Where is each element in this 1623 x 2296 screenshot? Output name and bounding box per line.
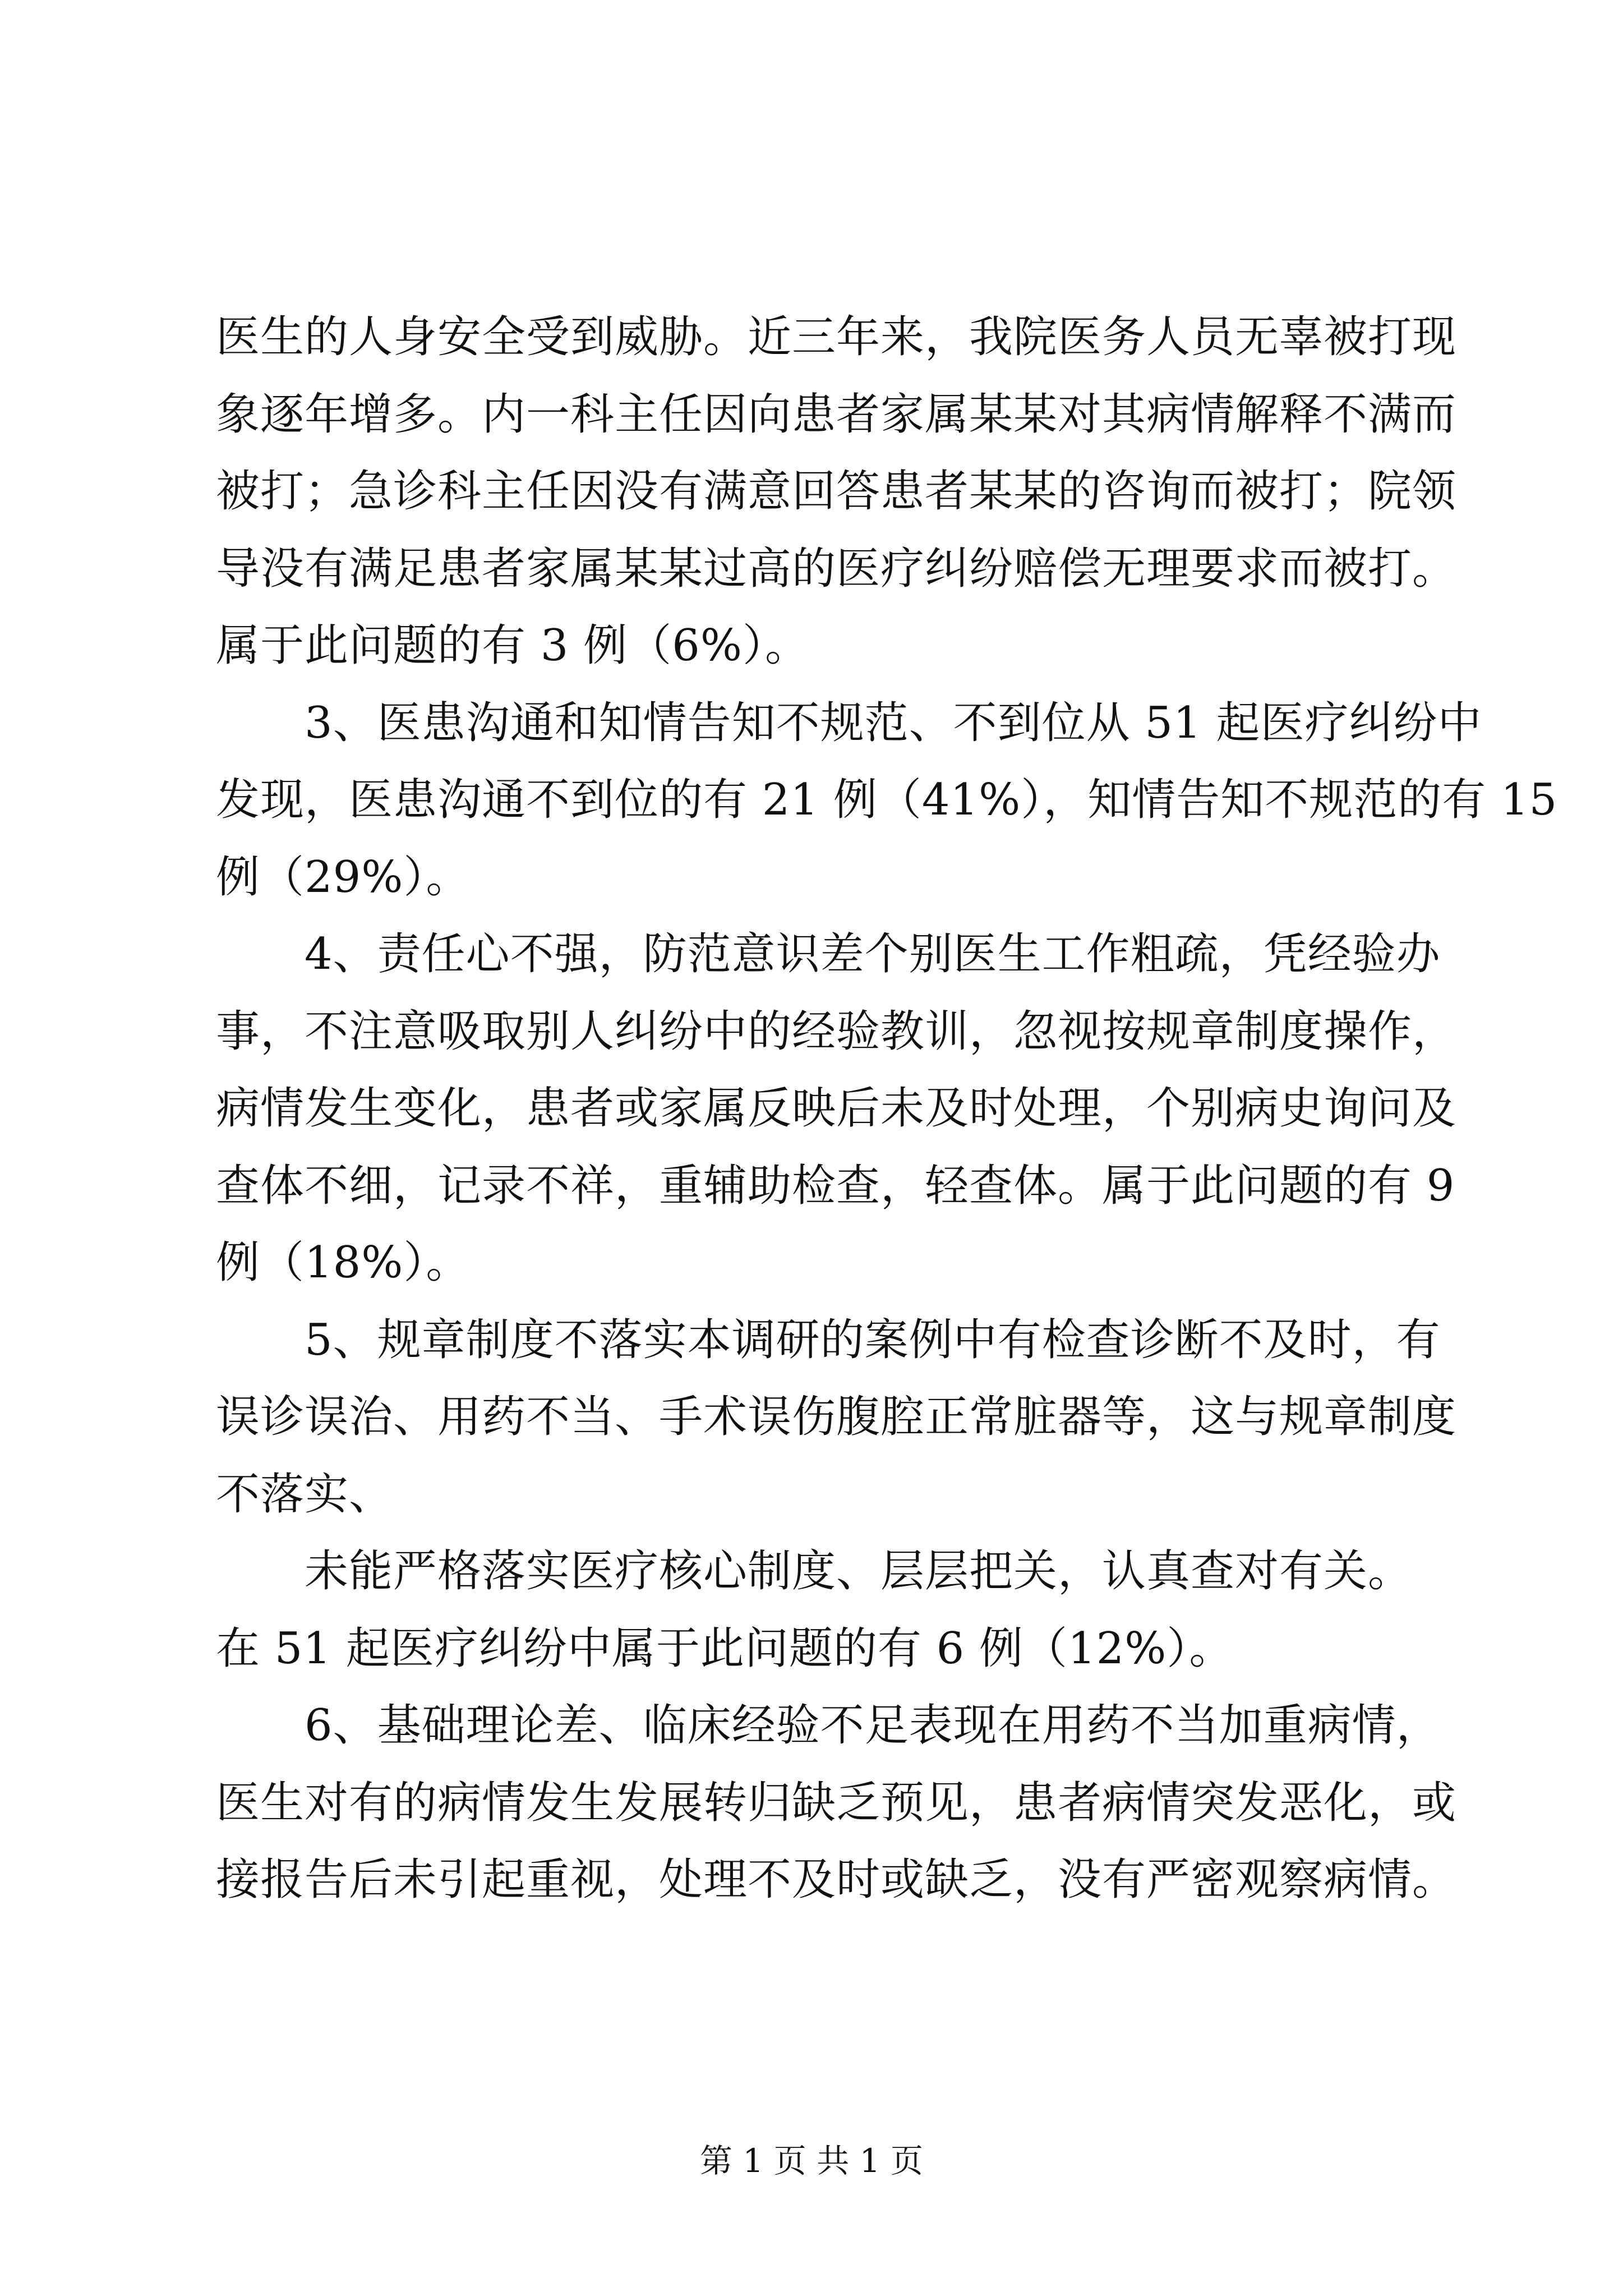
text-line: 6、基础理论差、临床经验不足表现在用药不当加重病情， [216, 1700, 1441, 1751]
text-line: 医生对有的病情发生发展转归缺乏预见，患者病情突发恶化，或 [216, 1777, 1457, 1828]
text-line: 查体不细，记录不祥，重辅助检查，轻查体。属于此问题的有 9 [216, 1160, 1455, 1211]
text-line: 在 51 起医疗纠纷中属于此问题的有 6 例（12%）。 [216, 1623, 1234, 1674]
text-line: 3、医患沟通和知情告知不规范、不到位从 51 起医疗纠纷中 [216, 697, 1482, 748]
text-line: 导没有满足患者家属某某过高的医疗纠纷赔偿无理要求而被打。 [216, 543, 1457, 594]
text-line: 不落实、 [216, 1469, 394, 1520]
text-line: 例（18%）。 [216, 1237, 471, 1288]
text-line: 接报告后未引起重视，处理不及时或缺乏，没有严密观察病情。 [216, 1855, 1457, 1905]
text-line: 例（29%）。 [216, 852, 471, 903]
text-line: 4、责任心不强，防范意识差个别医生工作粗疏，凭经验办 [216, 929, 1441, 979]
text-line: 发现，医患沟通不到位的有 21 例（41%），知情告知不规范的有 15 [216, 775, 1558, 825]
page-number-label: 第 1 页 共 1 页 [700, 2142, 923, 2180]
page-footer [0, 2138, 1623, 2183]
text-line: 5、规章制度不落实本调研的案例中有检查诊断不及时，有 [216, 1314, 1441, 1365]
text-line: 医生的人身安全受到威胁。近三年来，我院医务人员无辜被打现 [216, 312, 1457, 362]
text-line: 象逐年增多。内一科主任因向患者家属某某对其病情解释不满而 [216, 389, 1457, 440]
text-line: 误诊误治、用药不当、手术误伤腹腔正常脏器等，这与规章制度 [216, 1392, 1457, 1442]
document-body [216, 299, 1558, 1919]
text-line: 事，不注意吸取别人纠纷中的经验教训，忽视按规章制度操作， [216, 1006, 1457, 1057]
text-line: 被打；急诊科主任因没有满意回答患者某某的咨询而被打；院领 [216, 466, 1457, 517]
text-line: 属于此问题的有 3 例（6%）。 [216, 620, 809, 671]
text-line: 病情发生变化，患者或家属反映后未及时处理，个别病史询问及 [216, 1083, 1457, 1134]
text-line: 未能严格落实医疗核心制度、层层把关，认真查对有关。 [216, 1546, 1413, 1596]
